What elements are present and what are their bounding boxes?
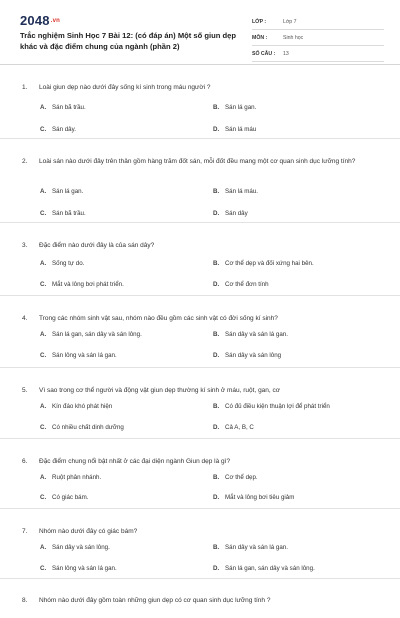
option-text: Sán dây và sán lông — [225, 352, 282, 359]
option-letter: A. — [40, 104, 47, 111]
question-text — [22, 595, 370, 606]
answer-option-d[interactable] — [213, 210, 248, 217]
question-body: Loài sán nào dưới đây trên thân gồm hàng trăm đốt sán, mỗi đốt đều mang một cơ quan sinh dục lưỡng tính? — [39, 158, 356, 165]
option-text: Sán bã trầu. — [52, 210, 86, 217]
answer-option-a[interactable] — [40, 474, 101, 481]
option-text: Cơ thể dẹp. — [225, 474, 258, 481]
option-letter: B. — [213, 260, 220, 267]
option-text: Sán lá gan. — [225, 104, 257, 111]
question-body: Nhóm nào dưới đây có giác bám? — [39, 528, 138, 535]
question-number: 3. — [22, 242, 28, 249]
site-logo[interactable] — [20, 13, 60, 28]
option-letter: D. — [213, 352, 220, 359]
option-text: Có nhiều chất dinh dưỡng — [52, 424, 124, 431]
answer-option-b[interactable] — [213, 104, 256, 111]
option-letter: D. — [213, 565, 220, 572]
option-text: Mắt và lông bơi tiêu giảm — [225, 494, 295, 501]
answer-option-d[interactable] — [213, 565, 315, 572]
option-text: Sống tự do. — [52, 260, 85, 267]
option-letter: A. — [40, 403, 47, 410]
answer-option-b[interactable] — [213, 188, 258, 195]
option-text: Sán lá gan. — [52, 188, 84, 195]
logo-suffix-text: .vn — [50, 18, 61, 24]
option-letter: D. — [213, 281, 220, 288]
question-body: Trong các nhóm sinh vật sau, nhóm nào đều gồm các sinh vật có đời sống kí sinh? — [39, 315, 278, 322]
option-letter: B. — [213, 331, 220, 338]
option-text: Sán lá máu. — [225, 188, 259, 195]
question-text — [22, 313, 370, 324]
meta-label: SỐ CÂU : — [252, 50, 276, 57]
answer-option-d[interactable] — [213, 494, 294, 501]
option-text: Sán dây. — [52, 126, 76, 133]
option-letter: A. — [40, 474, 47, 481]
question-item — [0, 295, 400, 368]
question-number: 5. — [22, 387, 28, 394]
option-text: Mắt và lông bơi phát triển. — [52, 281, 124, 288]
answer-option-b[interactable] — [213, 544, 288, 551]
option-text: Sán dây và sán lông. — [52, 544, 110, 551]
question-text — [22, 82, 370, 93]
meta-label: LỚP : — [252, 18, 267, 25]
question-item — [0, 367, 400, 439]
question-number: 2. — [22, 158, 28, 165]
option-letter: D. — [213, 424, 220, 431]
answer-option-d[interactable] — [213, 281, 269, 288]
page-title: Trắc nghiệm Sinh Học 7 Bài 12: (có đáp án) Một số giun dẹp khác và đặc điểm chung của ngành (phần 2) — [20, 31, 237, 51]
question-number: 6. — [22, 458, 28, 465]
answer-option-c[interactable] — [40, 565, 117, 572]
question-item — [0, 508, 400, 579]
option-letter: B. — [213, 544, 220, 551]
option-letter: A. — [40, 188, 47, 195]
answer-option-a[interactable] — [40, 260, 84, 267]
option-text: Ruột phân nhánh. — [52, 474, 102, 481]
meta-row-class — [252, 14, 384, 30]
option-letter: A. — [40, 331, 47, 338]
quiz-meta-table — [252, 14, 384, 62]
answer-option-a[interactable] — [40, 403, 112, 410]
answer-option-b[interactable] — [213, 331, 288, 338]
option-text: Sán dây và sán lá gan. — [225, 544, 288, 551]
option-letter: A. — [40, 260, 47, 267]
question-text — [22, 156, 370, 167]
question-body: Vì sao trong cơ thể người và động vật giun dẹp thường kí sinh ở máu, ruột, gan, cơ — [39, 387, 281, 394]
answer-option-b[interactable] — [213, 474, 258, 481]
question-item — [0, 222, 400, 296]
answer-option-c[interactable] — [40, 424, 124, 431]
option-text: Sán dây và sán lá gan. — [225, 331, 288, 338]
question-number: 4. — [22, 315, 28, 322]
page-header — [0, 0, 400, 65]
meta-row-subject — [252, 30, 384, 46]
question-body: Nhóm nào dưới đây gồm toàn những giun dẹp có cơ quan sinh dục lưỡng tính ? — [39, 597, 271, 604]
option-text: Sán lông và sán lá gan. — [52, 565, 117, 572]
meta-label: MÔN : — [252, 34, 268, 41]
question-item — [0, 64, 400, 139]
option-text: Sán lá gan, sán dây và sán lông. — [225, 565, 315, 572]
option-text: Cơ thể dẹp và đối xứng hai bên. — [225, 260, 314, 267]
option-text: Kín đáo khó phát hiện — [52, 403, 113, 410]
question-item — [0, 438, 400, 509]
option-letter: D. — [213, 494, 220, 501]
option-letter: B. — [213, 403, 220, 410]
meta-value: Lớp 7 — [283, 18, 297, 25]
option-letter: D. — [213, 210, 220, 217]
option-text: Có đủ điều kiện thuận lợi để phát triển — [225, 403, 330, 410]
question-body: Đặc điểm nào dưới đây là của sán dây? — [39, 242, 155, 249]
answer-option-c[interactable] — [40, 494, 88, 501]
question-number: 7. — [22, 528, 28, 535]
option-letter: C. — [40, 126, 47, 133]
option-text: Sán lá máu — [225, 126, 257, 133]
answer-option-a[interactable] — [40, 331, 142, 338]
option-letter: B. — [213, 104, 220, 111]
answer-option-b[interactable] — [213, 260, 314, 267]
answer-option-c[interactable] — [40, 352, 117, 359]
meta-value: 13 — [283, 50, 289, 57]
option-letter: A. — [40, 544, 47, 551]
option-letter: C. — [40, 210, 47, 217]
option-text: Có giác bám. — [52, 494, 89, 501]
question-body: Loài giun dẹp nào dưới đây sống kí sinh trong máu người ? — [39, 84, 211, 91]
option-text: Sán bã trầu. — [52, 104, 86, 111]
option-letter: C. — [40, 424, 47, 431]
option-letter: C. — [40, 565, 47, 572]
question-item — [0, 138, 400, 223]
option-text: Cả A, B, C — [225, 424, 254, 431]
question-number: 1. — [22, 84, 28, 91]
answer-option-c[interactable] — [40, 281, 124, 288]
answer-option-b[interactable] — [213, 403, 330, 410]
answer-option-a[interactable] — [40, 188, 83, 195]
option-text: Cơ thể đơn tính — [225, 281, 269, 288]
option-letter: C. — [40, 281, 47, 288]
meta-value: Sinh học — [283, 34, 304, 41]
question-number: 8. — [22, 597, 28, 604]
answer-option-d[interactable] — [213, 352, 281, 359]
answer-option-c[interactable] — [40, 126, 76, 133]
answer-option-a[interactable] — [40, 544, 110, 551]
question-text — [22, 240, 370, 251]
option-text: Sán lá gan, sán dây và sán lông. — [52, 331, 142, 338]
answer-option-d[interactable] — [213, 424, 254, 431]
option-text: Sán dây — [225, 210, 248, 217]
option-letter: D. — [213, 126, 220, 133]
question-item — [0, 578, 400, 618]
option-letter: B. — [213, 188, 220, 195]
meta-row-question-count — [252, 46, 384, 62]
question-text — [22, 385, 370, 396]
answer-option-a[interactable] — [40, 104, 86, 111]
option-letter: C. — [40, 352, 47, 359]
question-text — [22, 526, 370, 537]
answer-option-c[interactable] — [40, 210, 86, 217]
question-body: Đặc điểm chung nổi bật nhất ở các đại diện ngành Giun dẹp là gì? — [39, 458, 231, 465]
option-letter: C. — [40, 494, 47, 501]
answer-option-d[interactable] — [213, 126, 256, 133]
option-letter: B. — [213, 474, 220, 481]
logo-main-text: 2048 — [20, 13, 50, 28]
question-text — [22, 456, 370, 467]
option-text: Sán lông và sán lá gan. — [52, 352, 117, 359]
